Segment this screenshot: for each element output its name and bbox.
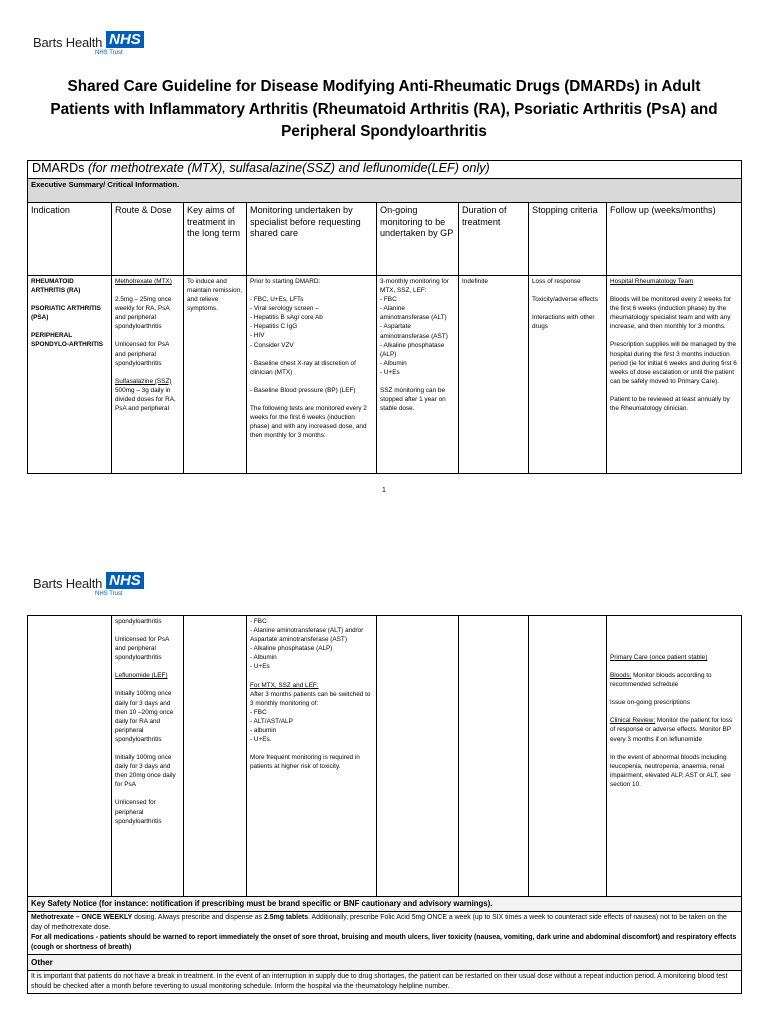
nhs-badge: NHS	[106, 572, 144, 589]
review-text: Monitor the patient for loss of response or adverse effects. Monitor BP every 3 months if on leflunomide	[610, 717, 733, 743]
ssz-heading: Sulfasalazine (SSZ)	[115, 377, 172, 385]
page-number: 1	[382, 487, 386, 494]
monitoring-item: - U+Es	[250, 663, 270, 671]
aims-cell	[184, 616, 247, 897]
lef-heading: Leflunomide (LEF)	[115, 672, 168, 680]
col-route-dose: Route & Dose	[112, 203, 184, 276]
table-row	[28, 276, 742, 474]
stopping-item: Toxicity/adverse effects	[532, 296, 598, 304]
exec-summary: Executive Summary/ Critical Information.	[28, 179, 742, 203]
follow-up-cell	[607, 616, 742, 897]
review-label: Clinical Review:	[610, 717, 656, 725]
lef-unlicensed: Unlicensed for peripheral spondyloarthritis	[115, 799, 162, 825]
mtx-tablets-bold: 2.5mg tablets	[263, 914, 309, 921]
gp-monitoring-cell	[377, 616, 459, 897]
gp-monitoring-cell	[377, 276, 459, 474]
bloods-text: Monitor bloods according to recommended schedule	[610, 672, 712, 689]
monitoring-item: - HIV	[250, 332, 265, 340]
ongoing-intro: 3-monthly monitoring for MTX, SSZ, LEF:	[380, 278, 449, 295]
mtx-safety-text: dosing. Always prescribe and dispense as	[132, 914, 264, 921]
col-specialist-monitoring: Monitoring undertaken by specialist before requesting shared care	[247, 203, 377, 276]
lef-dose-psa: Initially 100mg once daily for 3 days and then 20mg once daily for PsA	[115, 754, 176, 789]
stopping-cell	[529, 616, 607, 897]
mtx-safety	[31, 913, 738, 933]
route-continued: spondyloarthritis	[115, 618, 162, 625]
mtx-safety-bold: Methotrexate – ONCE WEEKLY	[31, 914, 133, 921]
table-row	[28, 616, 742, 897]
title-line-1: Shared Care Guideline for Disease Modifying Anti-Rheumatic Drugs (DMARDs) in Adult	[67, 78, 701, 95]
specialist-monitoring-cell	[247, 276, 377, 474]
org-name: Barts Health	[33, 576, 103, 591]
other-body: It is important that patients do not have a break in treatment. In the event of an interruption in supply due to drug shortages, the patient can be restarted on their usual dose without a repeat induction period. A monitoring blood test should be checked after a month before reverting to usual monitoring schedule. Inform the hospital via the rheumatology helpline number.	[28, 971, 742, 994]
org-name: Barts Health	[33, 35, 103, 50]
monitoring-item: - U+Es.	[250, 736, 272, 744]
monitoring-subheading: For MTX, SSZ and LEF:	[250, 681, 319, 689]
all-meds-warning: For all medications - patients should be warned to report immediately the onset of sore throat, bruising and mouth ulcers, liver toxicity (nausea, vomiting, dark urine and abdominal discomfort) and respiratory effects (cough or shortness of breath)	[31, 934, 737, 951]
col-follow-up: Follow up (weeks/months)	[607, 203, 742, 276]
table-heading-prefix: DMARDs	[32, 161, 88, 175]
followup-abnormal: In the event of abnormal bloods including leucopenia, neutropenia, anaemia, renal impairment, elevated ALP, AST or ALT, see section 10.	[610, 753, 731, 788]
monitoring-following: The following tests are monitored every 2 weeks for the first 6 weeks (induction phase) and with any increased dose, and then monthly for 3 months:	[250, 404, 367, 440]
duration-cell	[459, 616, 529, 897]
mtx-dose: 2.5mg – 25mg once weekly for RA, PsA and peripheral spondyloarthritis	[115, 296, 172, 331]
primary-care-heading: Primary Care (once patient stable)	[610, 654, 708, 661]
followup-paragraph: Prescription supplies will be managed by the hospital during the first 3 months induction period (ie for initial 6 weeks and during first 6 weeks of dose escalation or until the patient can be safely moved to Primary Care).	[610, 341, 737, 385]
trust-name: NHS Trust	[95, 591, 123, 597]
ongoing-item: - Albumin	[380, 359, 407, 367]
monitoring-item: - FBC, U+Es, LFTs	[250, 296, 304, 304]
bloods-label: Bloods:	[610, 672, 632, 680]
monitoring-xray: - Baseline chest X-ray at discretion of clinician (MTX)	[250, 359, 356, 376]
trust-name: NHS Trust	[95, 50, 123, 56]
title-line-3: Peripheral Spondyloarthritis	[281, 123, 487, 140]
ssz-stop-note: SSZ monitoring can be stopped after 1 year on stable dose.	[380, 387, 446, 413]
aims-cell: To induce and maintain remission, and relieve symptoms.	[184, 276, 247, 474]
dmard-table-page-2	[27, 615, 742, 994]
mtx-unlicensed: Unlicensed for PsA and peripheral spondyloarthritis	[115, 341, 169, 367]
specialist-monitoring-cell	[247, 616, 377, 897]
indication-cell	[28, 276, 112, 474]
monitoring-item: - Hepatitis C IgG	[250, 323, 298, 331]
key-safety-heading: Key Safety Notice (for instance: notification if prescribing must be brand specific or BNF cautionary and advisory warnings).	[28, 897, 742, 912]
monitoring-item: - Alkaline phosphatase (ALP)	[250, 645, 333, 653]
monitoring-bp: - Baseline Blood pressure (BP) (LEF)	[250, 386, 356, 394]
monitoring-item: - ALT/AST/ALP	[250, 717, 293, 725]
table-heading-scope: (for methotrexate (MTX), sulfasalazine(SSZ) and leflunomide(LEF) only)	[87, 161, 490, 175]
ongoing-item: - Aspartate aminotransferase (AST)	[380, 323, 448, 340]
monitoring-switch: After 3 months patients can be switched to 3 monthly monitoring of:	[250, 690, 371, 707]
route-cell	[112, 276, 184, 474]
ongoing-item: - FBC	[380, 296, 397, 304]
other-heading: Other	[28, 955, 742, 971]
stopping-item: Interactions with other drugs	[532, 314, 595, 331]
ongoing-item: - Alanine aminotransferase (ALT)	[380, 305, 447, 322]
page-title	[20, 76, 748, 144]
mtx-safety-text: . Additionally, prescribe Folic Acid 5mg ONCE a week (up to SIX times a week to counteract side effects of nausea) not to be taken on the day of methotrexate dose.	[31, 914, 727, 931]
followup-bloods	[610, 671, 738, 689]
column-header-row	[28, 203, 742, 276]
key-safety-body	[28, 912, 742, 955]
stopping-cell	[529, 276, 607, 474]
col-gp-monitoring: On-going monitoring to be undertaken by GP	[377, 203, 459, 276]
followup-review	[610, 716, 738, 743]
followup-paragraph: Patient to be reviewed at least annually by the Rheumatology clinician.	[610, 395, 730, 413]
ssz-unlicensed: Unlicensed for PsA and peripheral spondyloarthritis	[115, 636, 169, 662]
col-duration: Duration of treatment	[459, 203, 529, 276]
followup-heading: Hospital Rheumatology Team	[610, 278, 694, 285]
route-cell	[112, 616, 184, 897]
monitoring-frequent: More frequent monitoring is required in patients at higher risk of toxicity.	[250, 754, 360, 771]
duration-cell: Indefinite	[459, 276, 529, 474]
indication-ra: RHEUMATOID ARTHRITIS (RA)	[31, 278, 81, 295]
follow-up-cell	[607, 276, 742, 474]
monitoring-item: - Consider VZV	[250, 341, 294, 349]
table-heading	[28, 161, 742, 179]
mtx-heading: Methotrexate (MTX)	[115, 278, 172, 285]
monitoring-item: - FBC	[250, 618, 267, 625]
dmard-table-page-1	[27, 160, 742, 474]
indication-psa: PSORIATIC ARTHRITIS (PSA)	[31, 305, 101, 322]
col-indication: Indication	[28, 203, 112, 276]
indication-spa: PERIPHERAL SPONDYLO-ARTHRITIS	[31, 332, 104, 349]
col-key-aims: Key aims of treatment in the long term	[184, 203, 247, 276]
monitoring-item: - Viral serology screen –	[250, 305, 319, 313]
ongoing-item: - U+Es	[380, 368, 400, 376]
monitoring-item: - albumin	[250, 727, 277, 735]
ssz-dose: 500mg – 3g daily in divided doses for RA, PsA and peripheral	[115, 386, 176, 413]
title-line-2: Patients with Inflammatory Arthritis (Rheumatoid Arthritis (RA), Psoriatic Arthritis (PsA) and	[50, 100, 718, 118]
col-stopping: Stopping criteria	[529, 203, 607, 276]
monitoring-item: - FBC	[250, 708, 267, 716]
ongoing-item: - Alkaline phosphatase (ALP)	[380, 341, 445, 358]
monitoring-intro: Prior to starting DMARD:	[250, 278, 321, 285]
monitoring-item: - Hepatitis B sAg/ core Ab	[250, 314, 323, 322]
lef-dose-ra: Initially 100mg once daily for 3 days and then 10 –20mg once daily for RA and peripheral spondyloarthritis	[115, 690, 174, 743]
nhs-badge: NHS	[106, 31, 144, 48]
followup-paragraph: Bloods will be monitored every 2 weeks for the first 6 weeks (induction phase) by the rheumatology specialist team and with any increase, and then monthly for 3 months.	[610, 296, 732, 331]
nhs-logo	[33, 31, 144, 56]
nhs-logo	[33, 572, 144, 597]
monitoring-item: - Alanine aminotransferase (ALT) and/or Aspartate aminotransferase (AST)	[250, 627, 364, 644]
followup-issue: Issue on-going prescriptions	[610, 699, 690, 707]
monitoring-item: - Albumin	[250, 654, 277, 662]
indication-cell	[28, 616, 112, 897]
stopping-item: Loss of response	[532, 278, 581, 285]
